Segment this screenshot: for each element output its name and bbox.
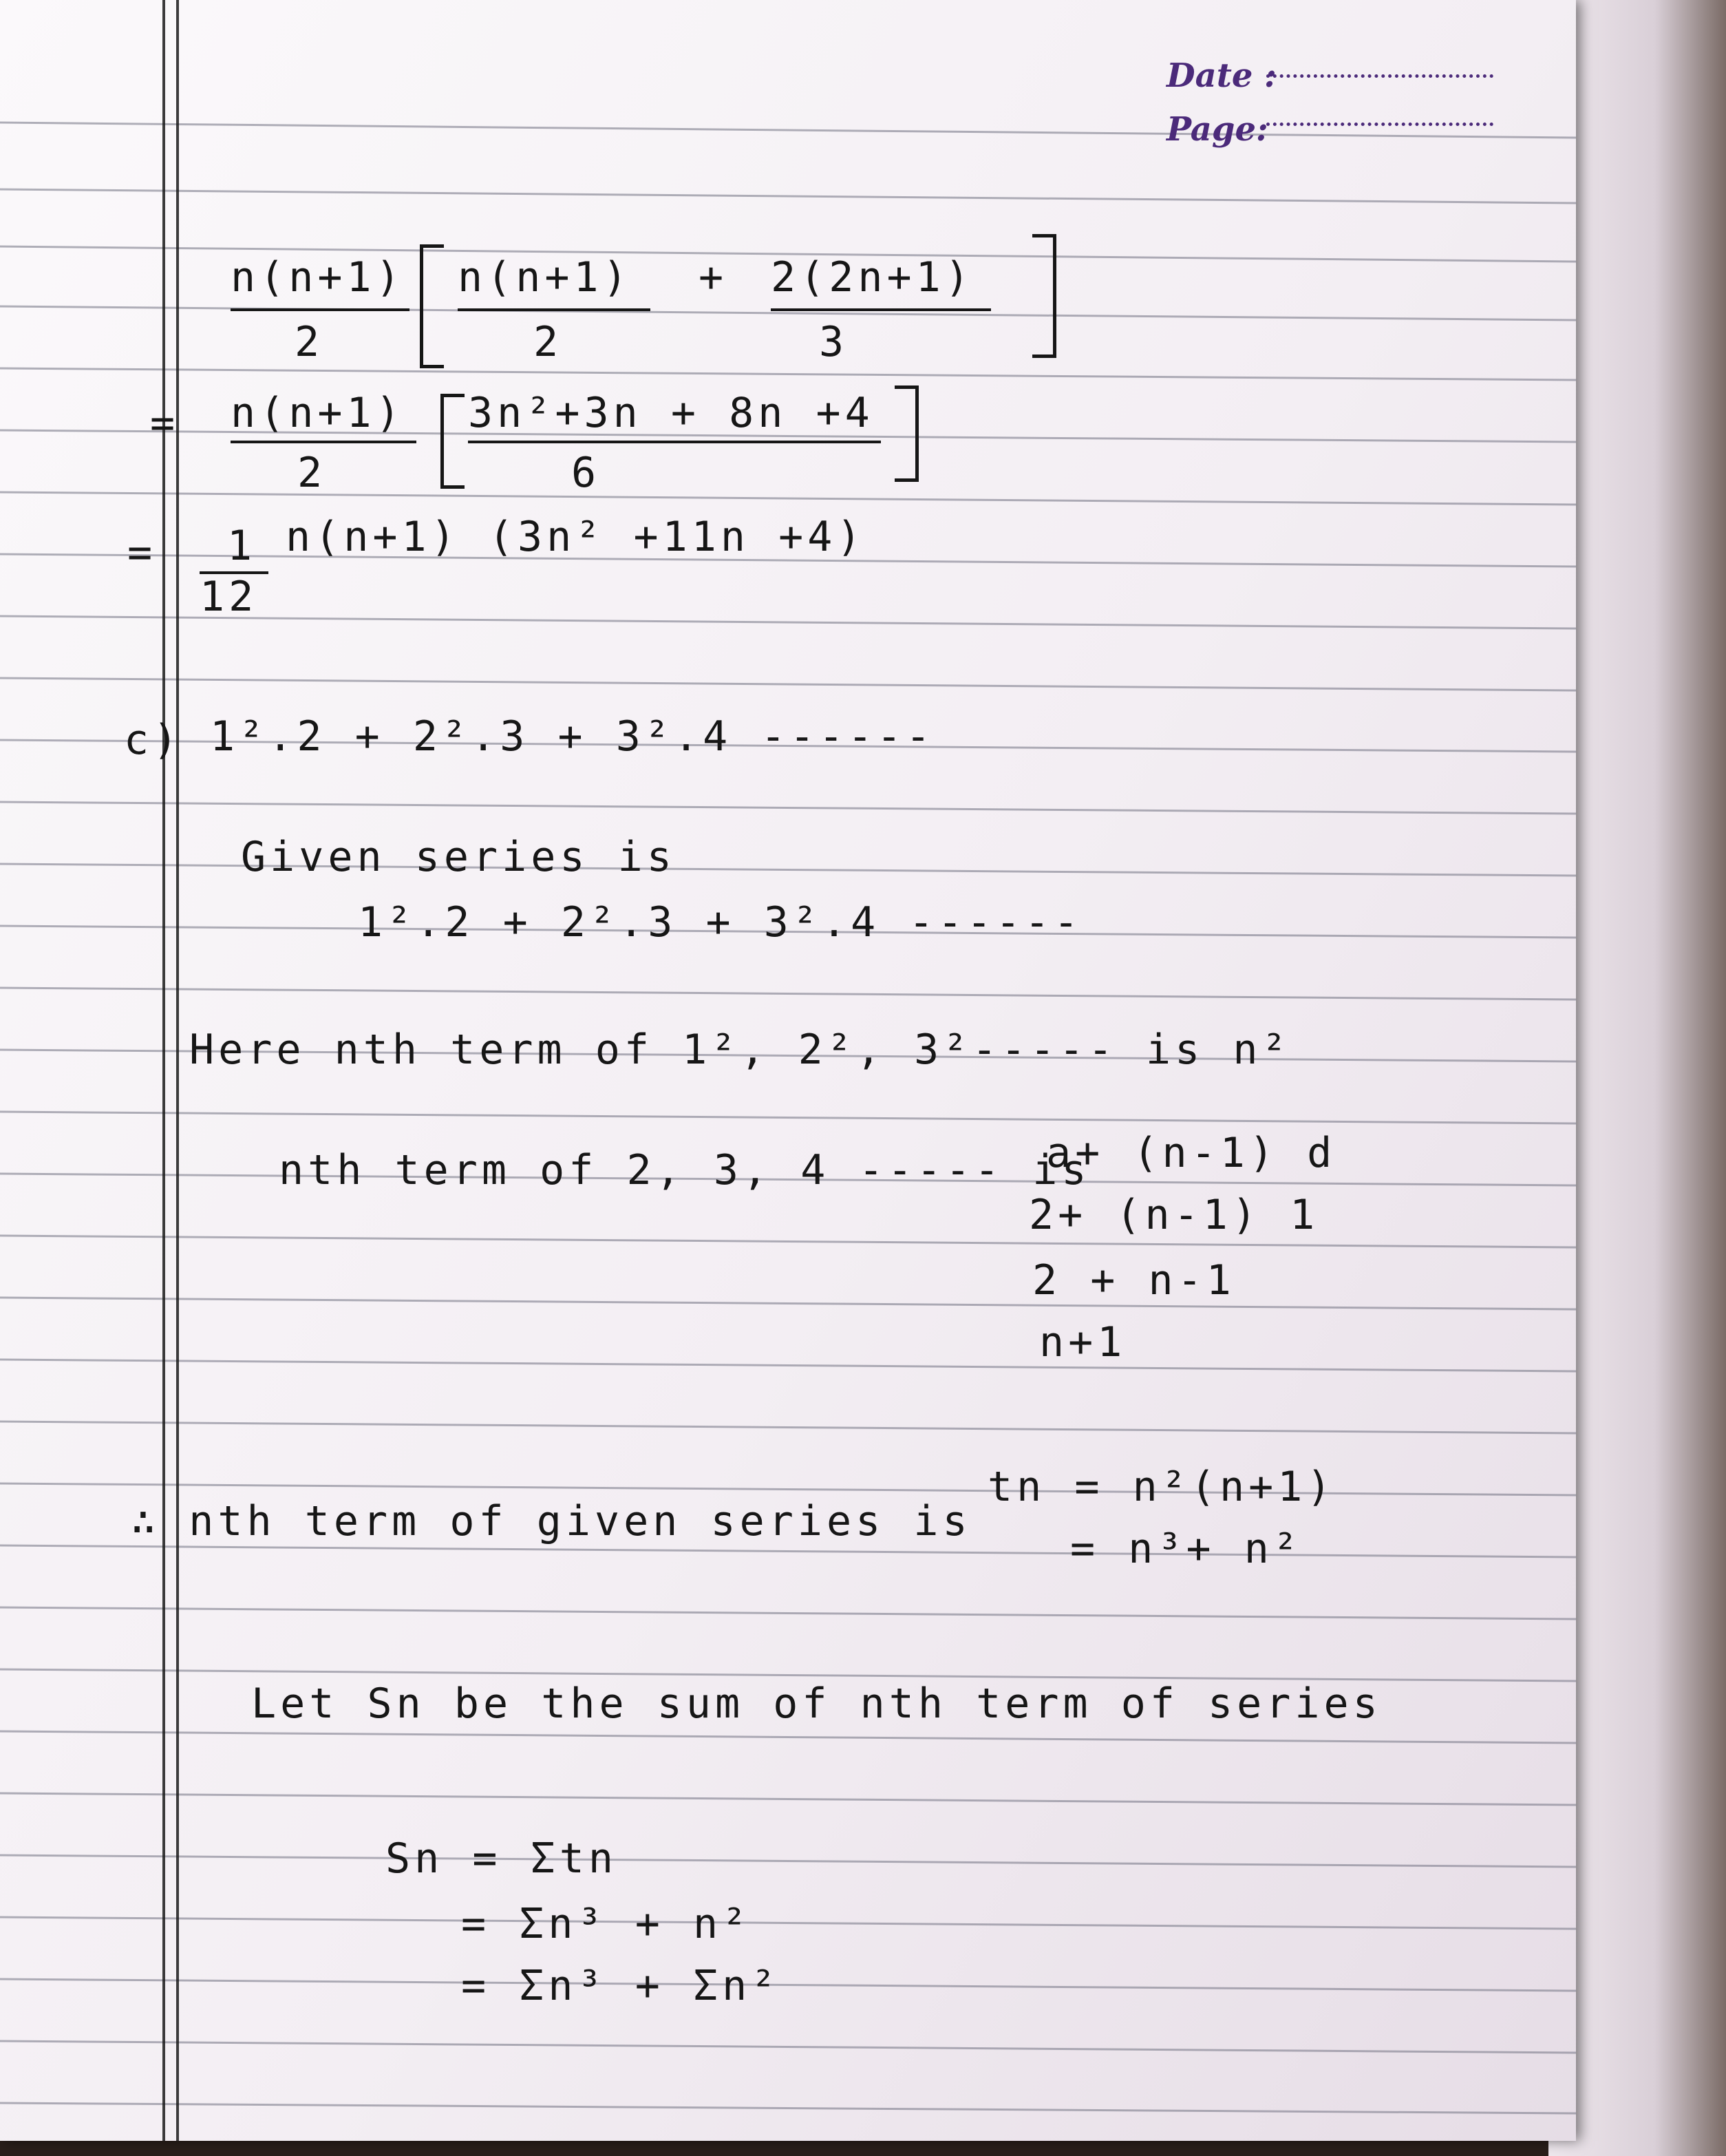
l3-expr: n(n+1) (3n² +11n +4) bbox=[286, 513, 866, 561]
l3-frac-den: 12 bbox=[200, 573, 258, 621]
l2-b-bar bbox=[468, 441, 881, 443]
l1-b2-den: 3 bbox=[819, 318, 849, 366]
sum-line-1: Sn = Σtn bbox=[385, 1835, 617, 1883]
c-label: c) bbox=[124, 716, 182, 764]
page-label: Page: bbox=[1166, 110, 1268, 149]
l3-frac-num: 1 bbox=[227, 522, 257, 570]
l1-b1-bar bbox=[458, 308, 650, 311]
l1-b2-num: 2(2n+1) bbox=[771, 253, 974, 302]
l1-b1-num: n(n+1) bbox=[458, 253, 632, 302]
l2-bar bbox=[231, 441, 416, 443]
given-series: 1².2 + 2².3 + 3².4 ------ bbox=[358, 898, 1083, 947]
c-series: 1².2 + 2².3 + 3².4 ------ bbox=[210, 712, 935, 761]
l2-bracket-left bbox=[440, 394, 465, 489]
ap-line-3: 2 + n-1 bbox=[1032, 1256, 1235, 1304]
tn-line-2: = n³+ n² bbox=[1070, 1525, 1302, 1573]
l1-b2-bar bbox=[771, 308, 991, 311]
l2-eq: = bbox=[150, 399, 180, 447]
date-dots bbox=[1266, 74, 1493, 78]
tn-line-1: tn = n²(n+1) bbox=[988, 1463, 1336, 1511]
l1-b1-den: 2 bbox=[533, 318, 563, 366]
therefore-text: ∴ nth term of given series is bbox=[131, 1497, 972, 1545]
given-text: Given series is bbox=[241, 833, 676, 881]
l1-plus: + bbox=[699, 253, 728, 302]
sum-line-2: = Σn³ + n² bbox=[461, 1900, 752, 1948]
l1-den: 2 bbox=[295, 318, 324, 366]
l2-bracket-right bbox=[895, 385, 919, 482]
ap-line-2: 2+ (n-1) 1 bbox=[1029, 1191, 1319, 1239]
here-text: Here nth term of 1², 2², 3²----- is n² bbox=[189, 1026, 1291, 1074]
ap-line-4: n+1 bbox=[1039, 1318, 1127, 1366]
l1-bracket-right bbox=[1032, 234, 1056, 358]
date-label: Date : bbox=[1166, 56, 1277, 95]
l1-bracket-left bbox=[420, 244, 444, 368]
l1-bar bbox=[231, 308, 409, 311]
page-dots bbox=[1266, 123, 1493, 126]
l2-b-den: 6 bbox=[571, 449, 601, 497]
l1-num: n(n+1) bbox=[231, 253, 405, 302]
l2-den: 2 bbox=[297, 449, 327, 497]
nth-ap-text: nth term of 2, 3, 4 ----- is bbox=[279, 1146, 1091, 1194]
sum-line-3: = Σn³ + Σn² bbox=[461, 1962, 780, 2010]
margin-line-left bbox=[162, 0, 165, 2141]
l2-num: n(n+1) bbox=[231, 389, 405, 437]
margin-line-right bbox=[176, 0, 179, 2141]
let-text: Let Sn be the sum of nth term of series bbox=[251, 1680, 1382, 1728]
ap-line-1: a+ (n-1) d bbox=[1046, 1129, 1336, 1177]
l3-eq: = bbox=[127, 529, 157, 577]
l2-b-num: 3n²+3n + 8n +4 bbox=[468, 389, 874, 437]
